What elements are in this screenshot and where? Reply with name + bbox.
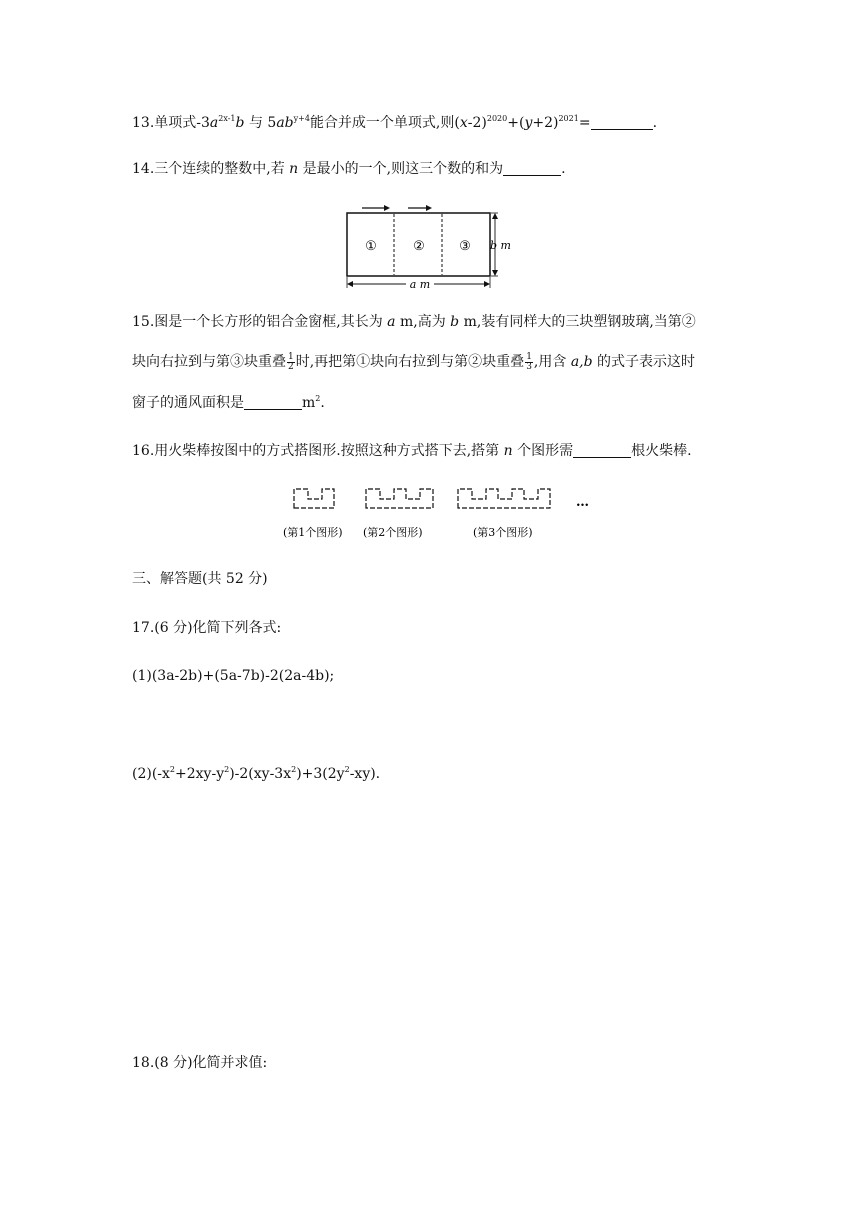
answer-blank[interactable] bbox=[503, 161, 561, 176]
caption-figure-2: (第2个图形) bbox=[363, 526, 423, 539]
question-14: 14.三个连续的整数中,若 n 是最小的一个,则这三个数的和为 . bbox=[132, 161, 566, 177]
answer-blank[interactable] bbox=[591, 115, 653, 130]
question-number: 15. bbox=[132, 314, 155, 330]
pane-label-1: ① bbox=[365, 239, 377, 254]
answer-blank[interactable] bbox=[244, 395, 302, 410]
exponent: 2020 bbox=[486, 114, 508, 123]
section-heading: 三、解答题(共 52 分) bbox=[132, 571, 268, 587]
arrow-icon bbox=[362, 205, 390, 211]
question-number: 14. bbox=[132, 161, 155, 177]
answer-blank[interactable] bbox=[573, 443, 631, 458]
question-number: 13. bbox=[132, 115, 155, 131]
matchstick-figure bbox=[278, 484, 598, 544]
question-15-line-3: 窗子的通风面积是 $m^2$. bbox=[132, 394, 325, 411]
question-17-title: 17.(6 分)化简下列各式: bbox=[132, 620, 282, 636]
question-13: 13.单项式$-3a^{2x-1}b$ 与 $5ab^{y+4}$能合并成一个单项式,则$(x-2)^{2020}+(y+2)^{2021}=$ . bbox=[132, 114, 658, 131]
exponent: y+4 bbox=[293, 114, 310, 123]
window-frame-figure bbox=[340, 200, 520, 292]
ellipsis: … bbox=[576, 495, 589, 510]
exponent: 2021 bbox=[558, 114, 579, 123]
arrow-icon bbox=[408, 205, 432, 211]
pane-label-3: ③ bbox=[459, 239, 471, 254]
question-number: 16. bbox=[132, 443, 155, 459]
question-16: 16.用火柴棒按图中的方式搭图形.按照这种方式搭下去,搭第 n 个图形需 根火柴棒. bbox=[132, 443, 692, 459]
question-17-part-2: $(2)(-x^2+2xy-y^2)-2(xy-3x^2)+3(2y^2-xy)$. bbox=[132, 765, 381, 782]
height-label: b m bbox=[490, 239, 511, 252]
matchstick-shape-2 bbox=[366, 489, 433, 508]
caption-figure-1: (第1个图形) bbox=[283, 526, 343, 539]
pane-label-2: ② bbox=[413, 239, 425, 254]
question-15-line-2: 块向右拉到与第③块重叠 $\frac{1}{2}$ 时,再把第①块向右拉到与第②块重叠 $\frac{1}{3}$ ,用含 a,b 的式子表示这时 bbox=[132, 351, 696, 372]
matchstick-shape-3 bbox=[458, 489, 550, 508]
question-18-title: 18.(8 分)化简并求值: bbox=[132, 1055, 268, 1071]
width-label: a m bbox=[409, 278, 431, 291]
caption-figure-3: (第3个图形) bbox=[473, 526, 533, 539]
question-17-part-1: (1)(3a-2b)+(5a-7b)-2(2a-4b); bbox=[132, 668, 335, 684]
exponent: 2x-1 bbox=[218, 114, 236, 123]
fraction-one-third: $\frac{1}{3}$ bbox=[526, 351, 532, 372]
fraction-one-half: $\frac{1}{2}$ bbox=[288, 351, 294, 372]
question-15-line-1: 15.图是一个长方形的铝合金窗框,其长为 a m,高为 b m,装有同样大的三块塑钢玻璃,当第② bbox=[132, 314, 696, 330]
matchstick-shape-1 bbox=[294, 489, 334, 508]
